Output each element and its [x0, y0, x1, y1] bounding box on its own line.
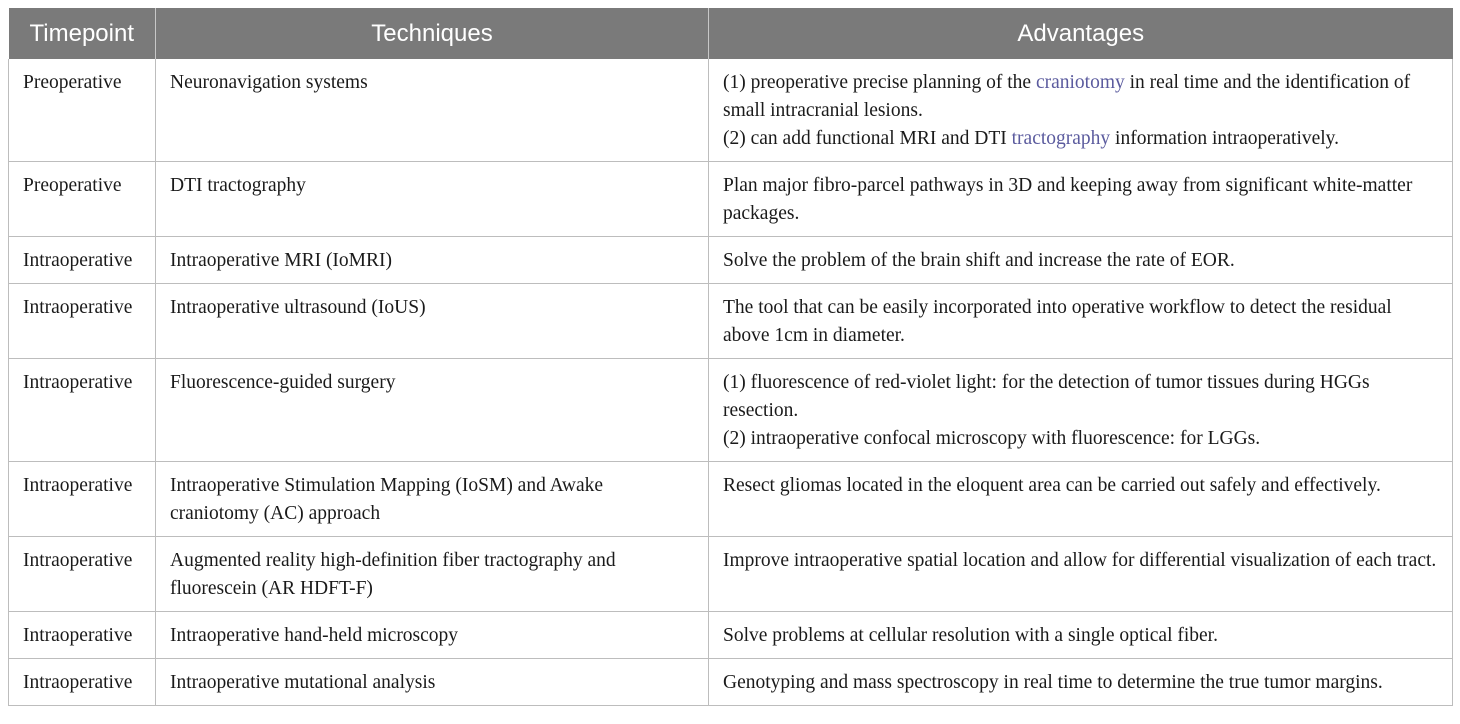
table-row	[9, 59, 1453, 162]
technique-cell: Intraoperative ultrasound (IoUS)	[156, 284, 709, 359]
technique-cell: Intraoperative mutational analysis	[156, 659, 709, 706]
advantage-line	[723, 547, 1438, 575]
advantage-line	[723, 69, 1438, 125]
advantage-text: (2) can add functional MRI and DTI	[723, 128, 1012, 149]
advantages-cell	[709, 59, 1453, 162]
technique-cell: DTI tractography	[156, 162, 709, 237]
timepoint-cell: Intraoperative	[9, 659, 156, 706]
table-container	[8, 8, 1452, 706]
header-timepoint: Timepoint	[9, 8, 156, 59]
advantage-text: Plan major fibro-parcel pathways in 3D and keeping away from significant white-matter packages.	[723, 175, 1413, 224]
advantages-cell	[709, 162, 1453, 237]
advantage-line	[723, 622, 1438, 650]
technique-cell: Augmented reality high-definition fiber tractography and fluorescein (AR HDFT-F)	[156, 537, 709, 612]
advantages-cell	[709, 359, 1453, 462]
table-row	[9, 659, 1453, 706]
advantage-line	[723, 669, 1438, 697]
timepoint-cell: Intraoperative	[9, 537, 156, 612]
advantage-line	[723, 294, 1438, 350]
term-link[interactable]: craniotomy	[1035, 72, 1125, 93]
advantage-line	[723, 425, 1438, 453]
advantage-text: (1) fluorescence of red-violet light: for the detection of tumor tissues during HGGs resection.	[723, 372, 1370, 421]
advantage-text: Resect gliomas located in the eloquent area can be carried out safely and effectively.	[723, 475, 1381, 496]
header-techniques: Techniques	[156, 8, 709, 59]
timepoint-cell: Intraoperative	[9, 462, 156, 537]
advantage-line	[723, 172, 1438, 228]
advantage-line	[723, 125, 1438, 153]
timepoint-cell: Intraoperative	[9, 359, 156, 462]
advantage-text: information intraoperatively.	[1110, 128, 1340, 149]
advantages-cell	[709, 659, 1453, 706]
technique-cell: Fluorescence-guided surgery	[156, 359, 709, 462]
advantage-text: Genotyping and mass spectroscopy in real time to determine the true tumor margins.	[723, 672, 1383, 693]
timepoint-cell: Intraoperative	[9, 612, 156, 659]
timepoint-cell: Intraoperative	[9, 284, 156, 359]
header-advantages: Advantages	[709, 8, 1453, 59]
timepoint-cell: Preoperative	[9, 162, 156, 237]
table-header	[9, 8, 1453, 59]
advantage-text: Solve the problem of the brain shift and increase the rate of EOR.	[723, 250, 1235, 271]
techniques-table	[8, 8, 1453, 706]
advantage-text: (1) preoperative precise planning of the	[723, 72, 1036, 93]
advantage-text: The tool that can be easily incorporated into operative workflow to detect the residual above 1cm in diameter.	[723, 297, 1392, 346]
term-link[interactable]: tractography	[1011, 128, 1111, 149]
table-row	[9, 612, 1453, 659]
advantage-line	[723, 247, 1438, 275]
advantage-line	[723, 472, 1438, 500]
advantages-cell	[709, 612, 1453, 659]
table-row	[9, 162, 1453, 237]
header-row	[9, 8, 1453, 59]
timepoint-cell: Preoperative	[9, 59, 156, 162]
technique-cell: Neuronavigation systems	[156, 59, 709, 162]
advantages-cell	[709, 284, 1453, 359]
advantage-text: Improve intraoperative spatial location and allow for differential visualization of each tract.	[723, 550, 1437, 571]
table-body	[9, 59, 1453, 706]
technique-cell: Intraoperative Stimulation Mapping (IoSM) and Awake craniotomy (AC) approach	[156, 462, 709, 537]
advantages-cell	[709, 537, 1453, 612]
advantage-line	[723, 369, 1438, 425]
table-row	[9, 237, 1453, 284]
advantages-cell	[709, 462, 1453, 537]
advantage-text: (2) intraoperative confocal microscopy with fluorescence: for LGGs.	[723, 428, 1261, 449]
technique-cell: Intraoperative hand-held microscopy	[156, 612, 709, 659]
timepoint-cell: Intraoperative	[9, 237, 156, 284]
table-row	[9, 359, 1453, 462]
table-row	[9, 462, 1453, 537]
table-row	[9, 284, 1453, 359]
table-row	[9, 537, 1453, 612]
advantages-cell	[709, 237, 1453, 284]
technique-cell: Intraoperative MRI (IoMRI)	[156, 237, 709, 284]
advantage-text: in real time and the identification of small intracranial lesions.	[723, 72, 1411, 121]
advantage-text: Solve problems at cellular resolution with a single optical fiber.	[723, 625, 1218, 646]
